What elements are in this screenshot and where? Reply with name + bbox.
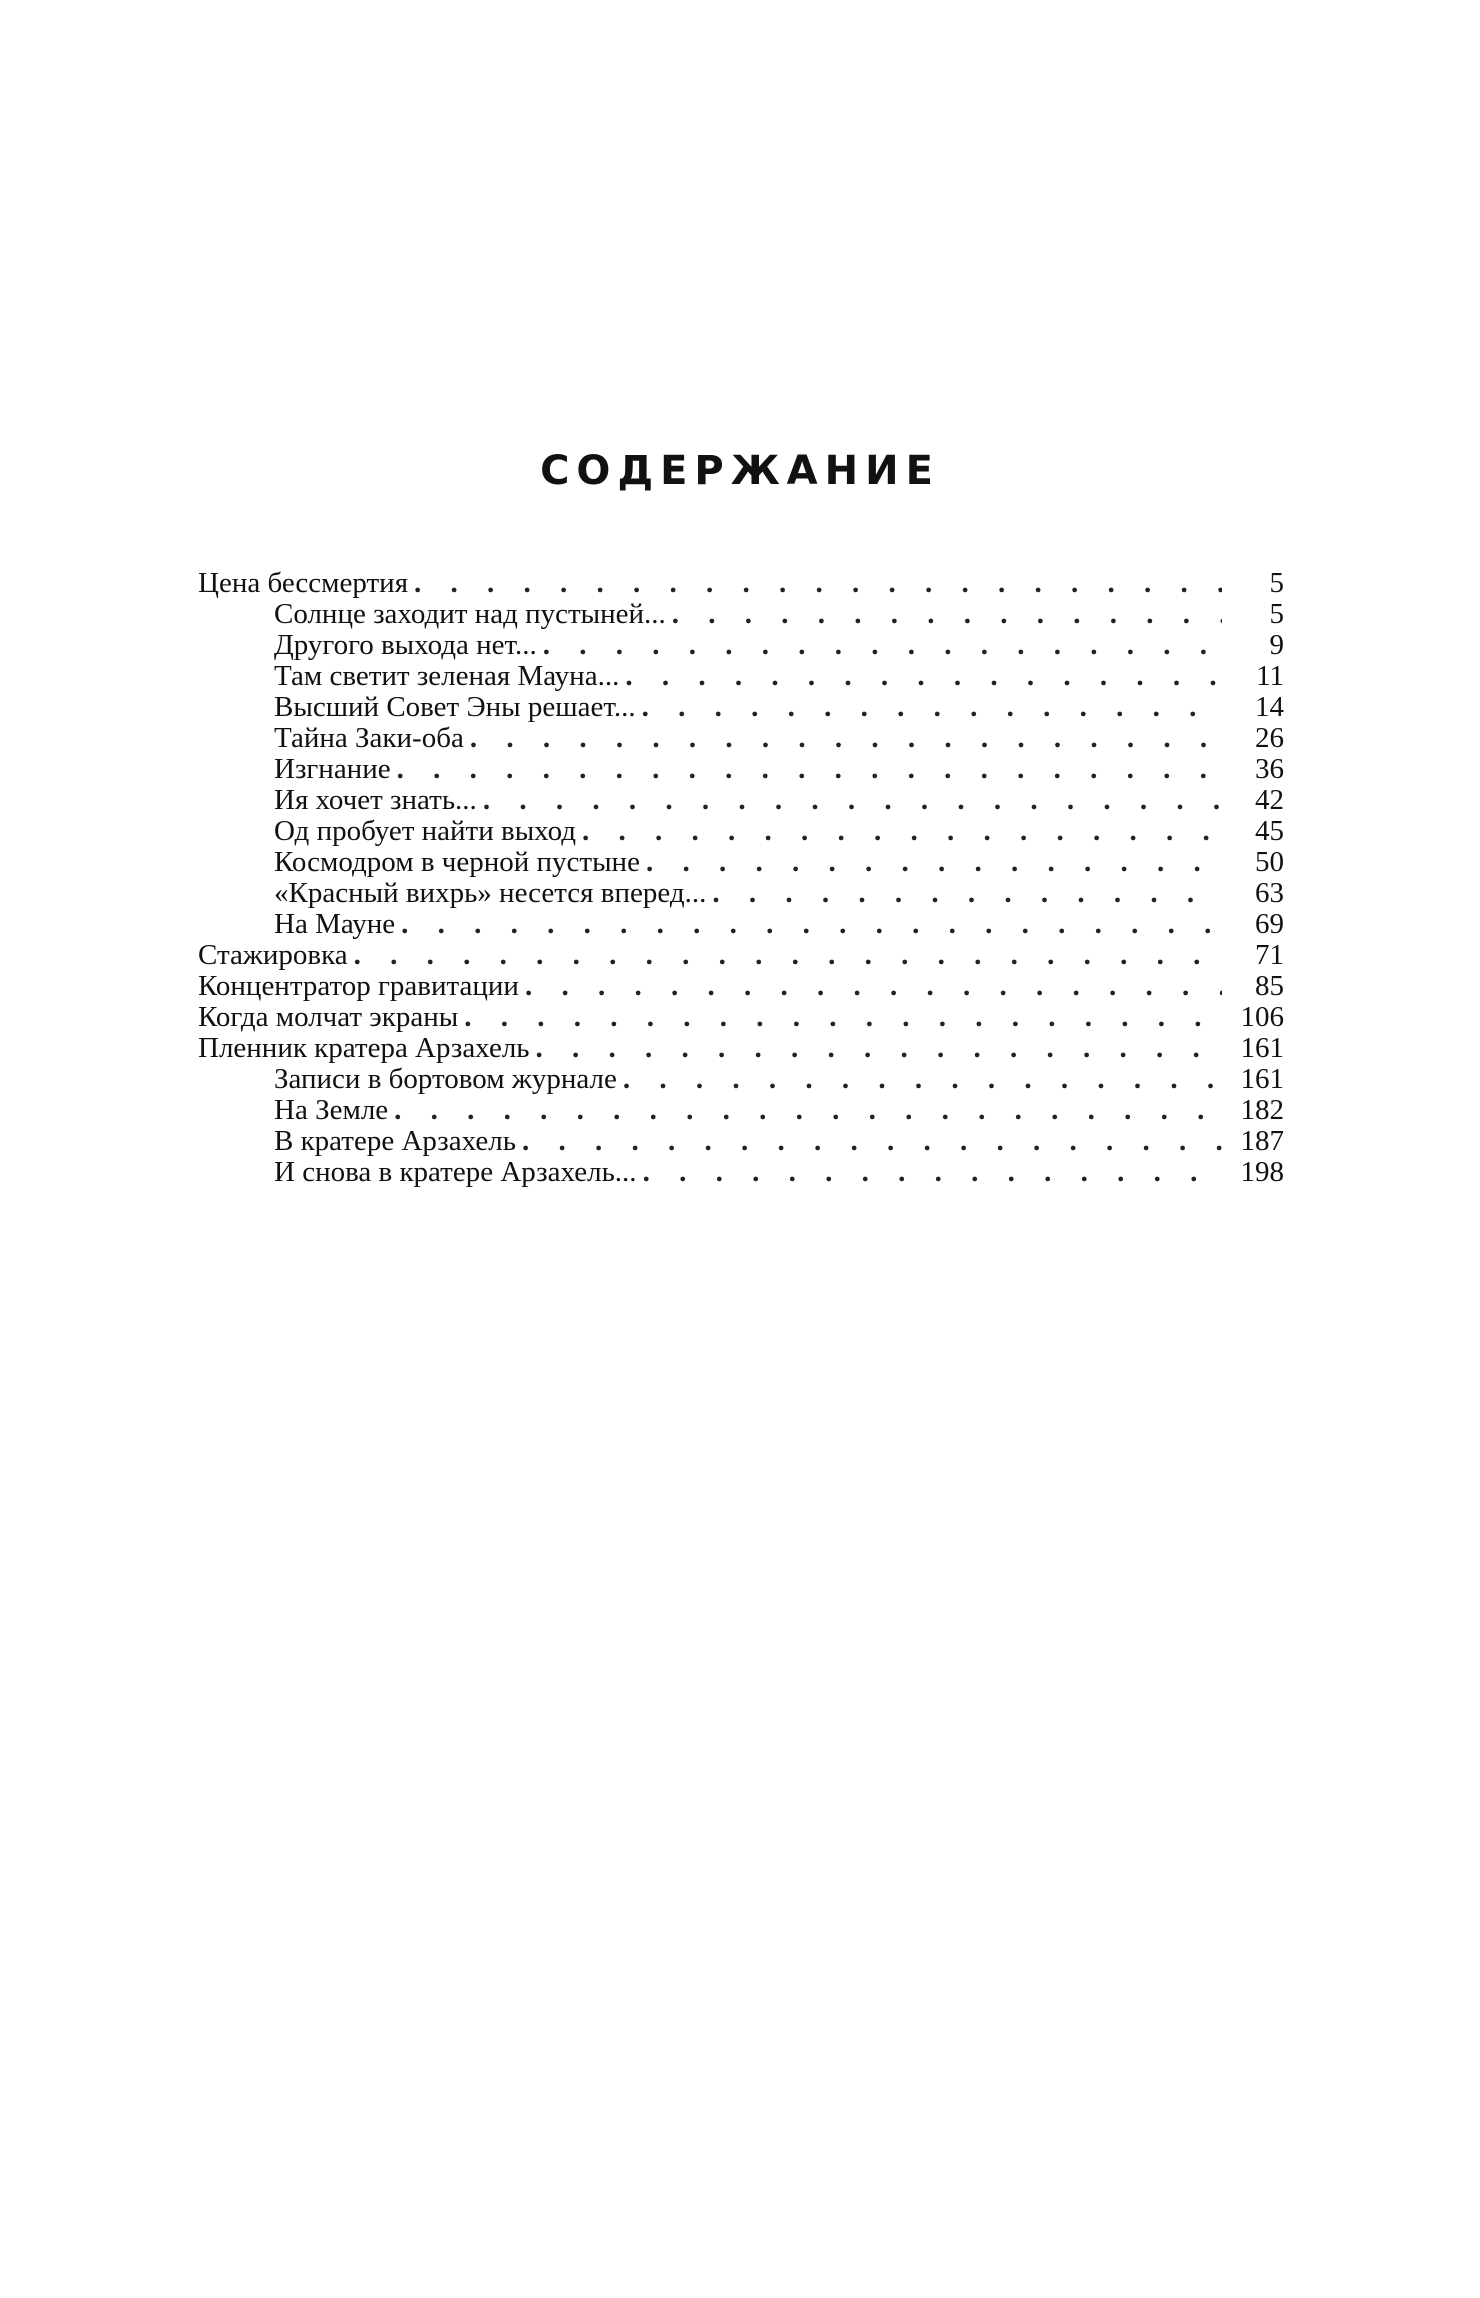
toc-entry (198, 785, 1284, 816)
toc-entry-title: Там светит зеленая Мауна... (198, 661, 625, 692)
dot-leader (712, 878, 1222, 909)
toc-entry (198, 1002, 1284, 1033)
toc-entry-page: 161 (1222, 1033, 1284, 1064)
toc-entry (198, 1033, 1284, 1064)
dot-leader (625, 661, 1222, 692)
toc-entry-page: 63 (1222, 878, 1284, 909)
dot-leader (543, 630, 1222, 661)
toc-entry (198, 816, 1284, 847)
toc-entry (198, 661, 1284, 692)
dot-leader (414, 568, 1222, 599)
toc-entry-page: 187 (1222, 1126, 1284, 1157)
toc-entry (198, 940, 1284, 971)
toc-entry-title: Стажировка (198, 940, 354, 971)
dot-leader (536, 1033, 1222, 1064)
toc-entry-page: 11 (1222, 661, 1284, 692)
toc-entry-title: Концентратор гравитации (198, 971, 525, 1002)
toc-entry (198, 630, 1284, 661)
toc-entry-page: 42 (1222, 785, 1284, 816)
toc-entry-page: 36 (1222, 754, 1284, 785)
toc-entry-title: Космодром в черной пустыне (198, 847, 646, 878)
dot-leader (643, 1157, 1222, 1188)
toc-entry (198, 599, 1284, 630)
dot-leader (394, 1095, 1222, 1126)
toc-entry-page: 45 (1222, 816, 1284, 847)
toc-entry-page: 198 (1222, 1157, 1284, 1188)
toc-entry-title: Тайна Заки-оба (198, 723, 470, 754)
toc-entry-title: На Мауне (198, 909, 401, 940)
toc-entry (198, 847, 1284, 878)
toc-entry (198, 1095, 1284, 1126)
toc-entry (198, 754, 1284, 785)
toc-entry-title: На Земле (198, 1095, 394, 1126)
toc-entry (198, 723, 1284, 754)
toc-entry-page: 161 (1222, 1064, 1284, 1095)
contents-heading: СОДЕРЖАНИЕ (540, 448, 940, 494)
toc-entry-title: «Красный вихрь» несется вперед... (198, 878, 712, 909)
toc-entry (198, 692, 1284, 723)
toc-entry (198, 1157, 1284, 1188)
toc-entry-page: 71 (1222, 940, 1284, 971)
dot-leader (672, 599, 1222, 630)
toc-entry-title: Другого выхода нет... (198, 630, 543, 661)
toc-entry-title: Записи в бортовом журнале (198, 1064, 623, 1095)
toc-entry-title: Цена бессмертия (198, 568, 414, 599)
dot-leader (397, 754, 1222, 785)
toc-entry (198, 568, 1284, 599)
toc-entry-page: 14 (1222, 692, 1284, 723)
dot-leader (582, 816, 1222, 847)
toc-entry-title: И снова в кратере Арзахель... (198, 1157, 643, 1188)
toc-entry (198, 971, 1284, 1002)
toc-entry-title: Когда молчат экраны (198, 1002, 464, 1033)
toc-entry-page: 5 (1222, 568, 1284, 599)
dot-leader (483, 785, 1222, 816)
toc-entry-page: 5 (1222, 599, 1284, 630)
dot-leader (464, 1002, 1222, 1033)
toc-entry-page: 50 (1222, 847, 1284, 878)
table-of-contents (198, 568, 1284, 1188)
dot-leader (401, 909, 1222, 940)
dot-leader (470, 723, 1222, 754)
toc-entry-title: Изгнание (198, 754, 397, 785)
toc-entry-page: 106 (1222, 1002, 1284, 1033)
dot-leader (642, 692, 1222, 723)
toc-entry-title: Высший Совет Эны решает... (198, 692, 642, 723)
toc-entry-title: Ия хочет знать... (198, 785, 483, 816)
toc-entry (198, 909, 1284, 940)
dot-leader (522, 1126, 1222, 1157)
toc-entry-page: 9 (1222, 630, 1284, 661)
toc-entry (198, 1126, 1284, 1157)
toc-entry-page: 69 (1222, 909, 1284, 940)
dot-leader (623, 1064, 1222, 1095)
toc-entry-page: 182 (1222, 1095, 1284, 1126)
dot-leader (354, 940, 1222, 971)
toc-entry (198, 878, 1284, 909)
toc-entry-title: Од пробует найти выход (198, 816, 582, 847)
toc-entry-page: 85 (1222, 971, 1284, 1002)
dot-leader (525, 971, 1222, 1002)
dot-leader (646, 847, 1222, 878)
toc-entry-page: 26 (1222, 723, 1284, 754)
toc-entry-title: Солнце заходит над пустыней... (198, 599, 672, 630)
toc-entry-title: Пленник кратера Арзахель (198, 1033, 536, 1064)
toc-entry-title: В кратере Арзахель (198, 1126, 522, 1157)
toc-entry (198, 1064, 1284, 1095)
